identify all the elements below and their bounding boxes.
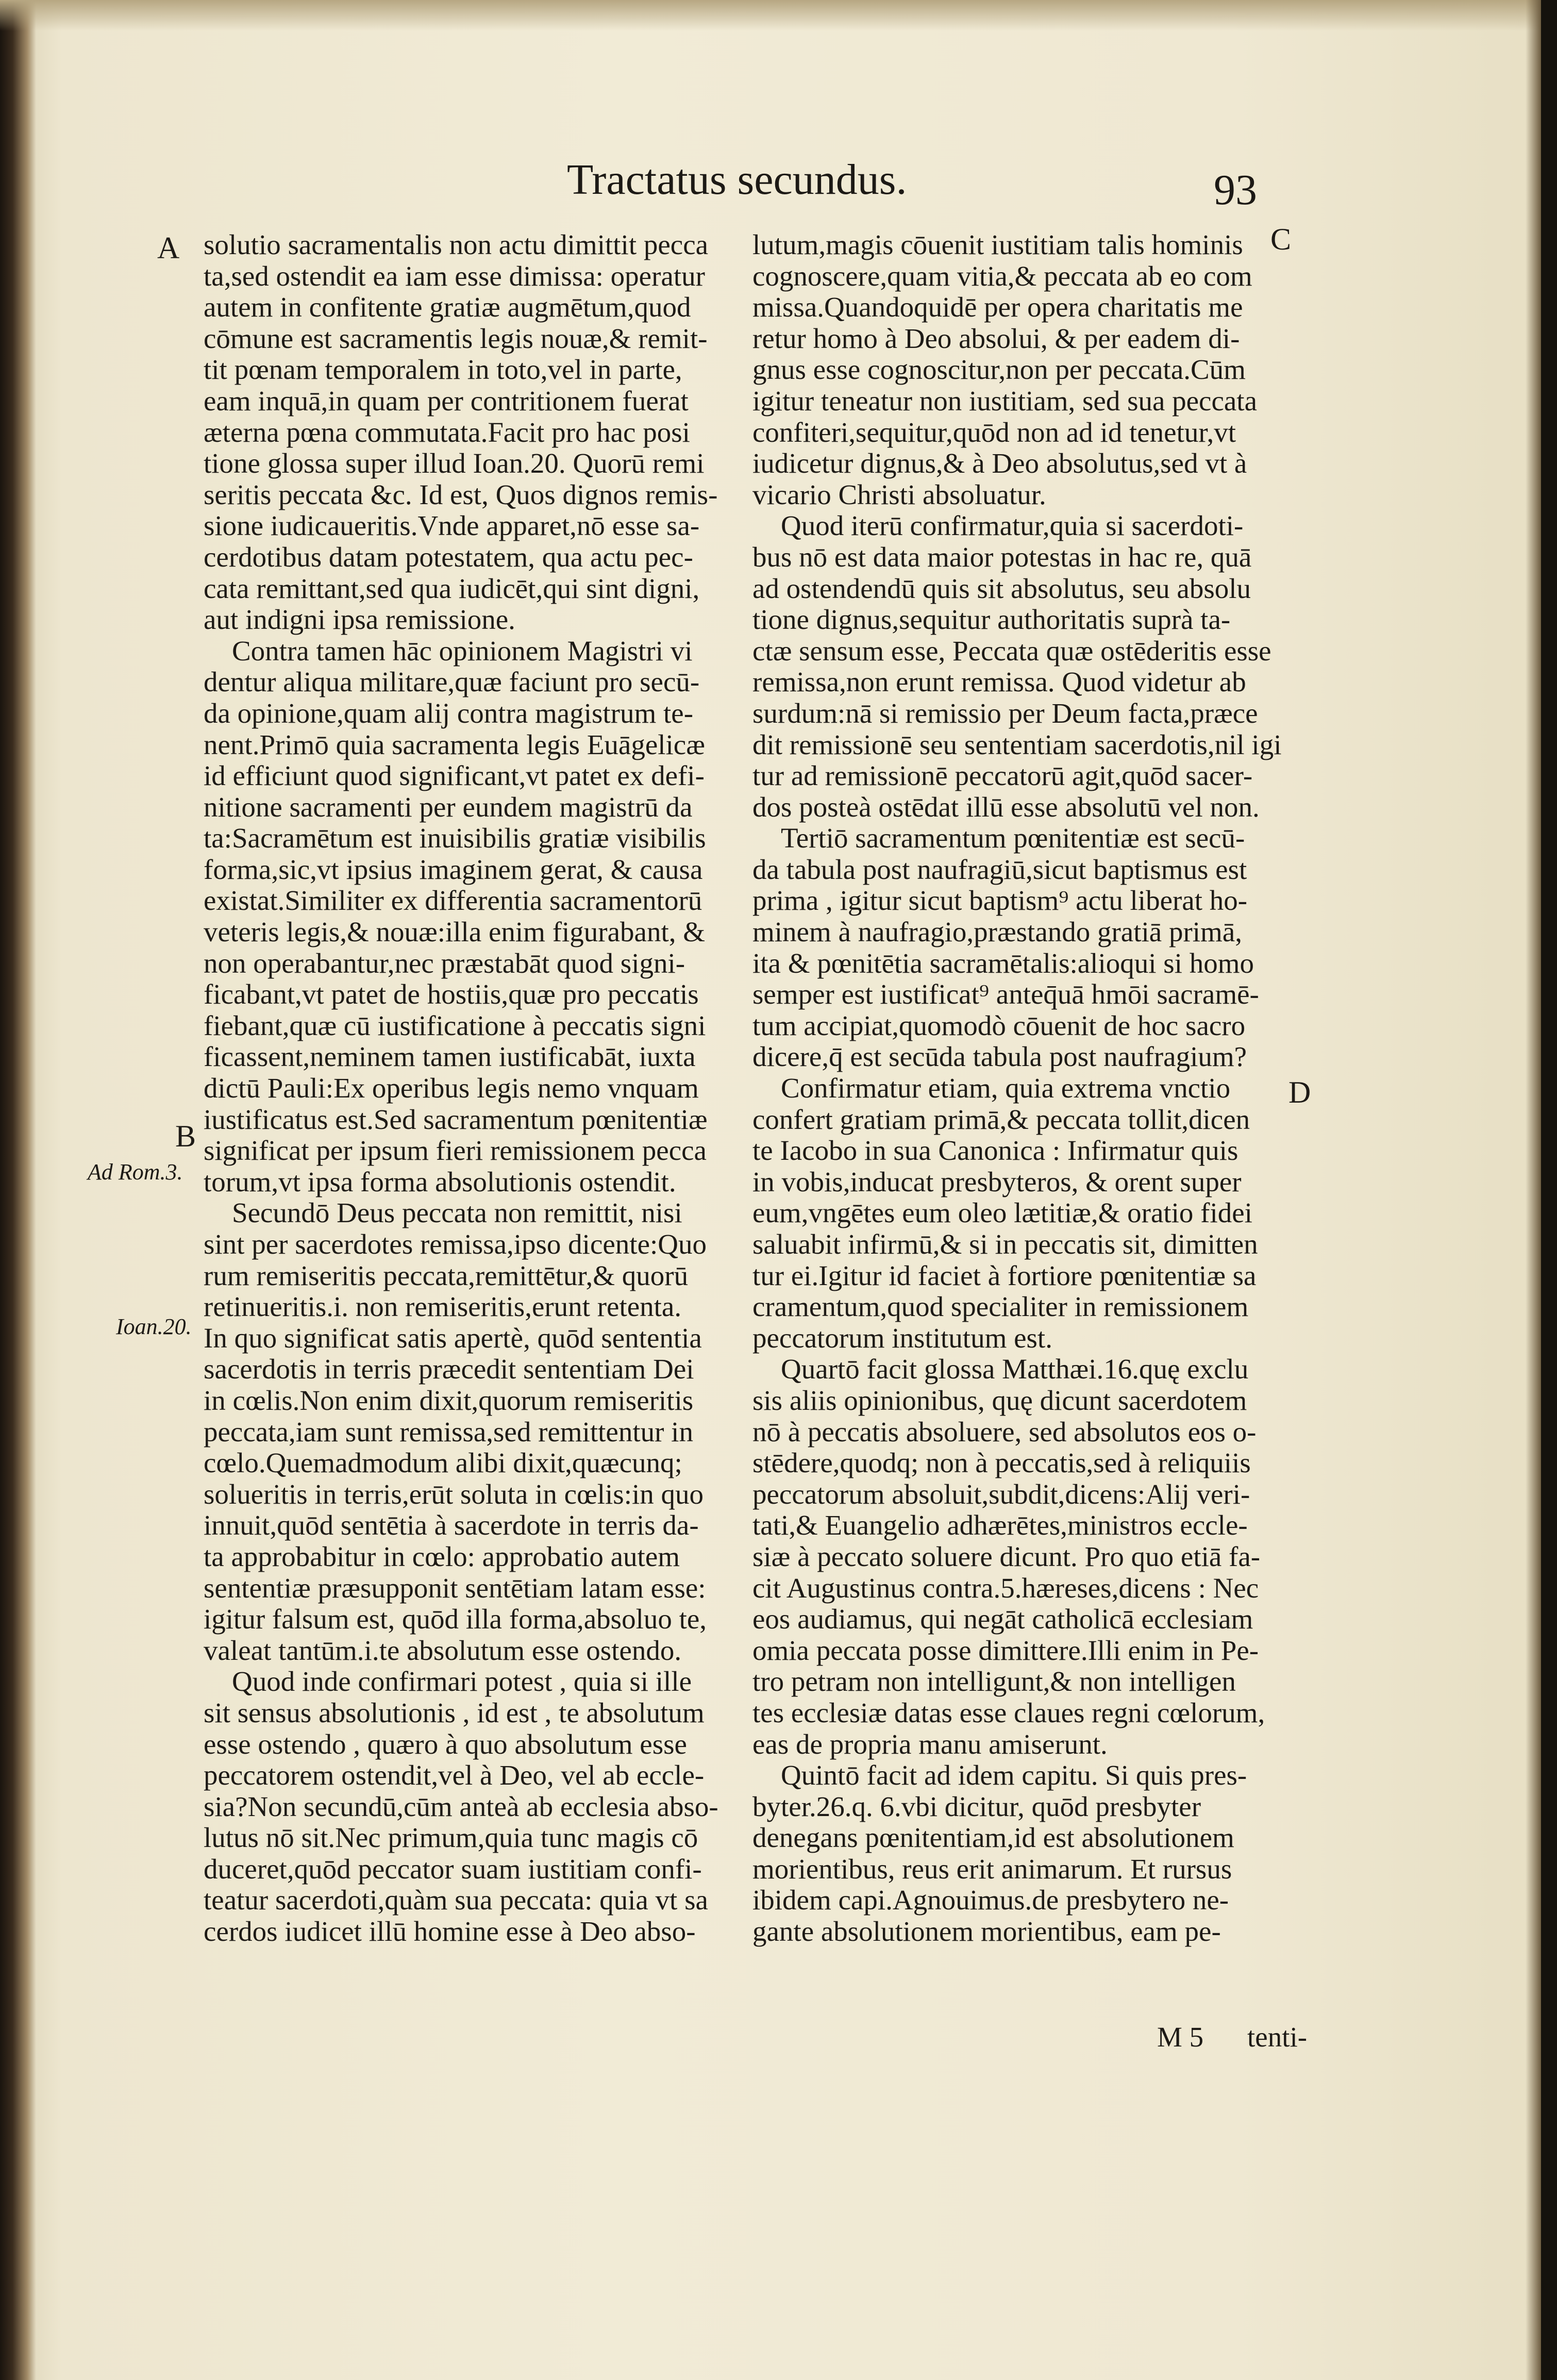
text-line: surdum:nā si remissio per Deum facta,præce <box>752 697 1258 729</box>
text-line: cognoscere,quam vitia,& peccata ab eo com <box>752 260 1252 292</box>
text-line: forma,sic,vt ipsius imaginem gerat, & causa <box>204 853 703 885</box>
margin-note-ad-rom: Ad Rom.3. <box>88 1159 183 1185</box>
text-line: cerdos iudicet illū homine esse à Deo abso- <box>204 1916 696 1948</box>
text-line: veteris legis,& nouæ:illa enim figurabant, & <box>204 916 706 948</box>
text-line: non operabantur,nec præstabāt quod signi- <box>204 947 685 979</box>
text-line: omia peccata posse dimittere.Illi enim in Pe- <box>752 1634 1259 1666</box>
text-line: peccata,iam sunt remissa,sed remittentur in <box>204 1416 693 1447</box>
text-line: ad ostendendū quis sit absolutus, seu absolu <box>752 572 1251 604</box>
text-line: dos posteà ostēdat illū esse absolutū vel non. <box>752 791 1260 823</box>
text-line: siæ à peccato soluere dicunt. Pro quo etiā fa- <box>752 1540 1261 1572</box>
text-line: tes ecclesiæ datas esse claues regni cœlorum, <box>752 1696 1265 1728</box>
text-line: cerdotibus datam potestatem, qua actu pec- <box>204 541 693 573</box>
text-line: retinueritis.i. non remiseritis,erunt retenta. <box>204 1291 682 1323</box>
text-line: significat per ipsum fieri remissionem pecca <box>204 1135 707 1167</box>
text-line: byter.26.q. 6.vbi dicitur, quōd presbyter <box>752 1790 1201 1822</box>
text-line: dentur aliqua militare,quæ faciunt pro secū- <box>204 666 700 698</box>
text-line: tit pœnam temporalem in toto,vel in parte, <box>204 354 682 386</box>
text-line: seritis peccata &c. Id est, Quos dignos remis- <box>204 478 718 510</box>
text-line: sis aliis opinionibus, quę dicunt sacerdotem <box>752 1384 1247 1416</box>
text-line: confiteri,sequitur,quōd non ad id tenetur,vt <box>752 416 1236 448</box>
text-line: cœlo.Quemadmodum alibi dixit,quæcunq; <box>204 1447 682 1479</box>
text-line: minem à naufragio,præstando gratiā primā, <box>752 916 1242 948</box>
text-line: dictū Pauli:Ex operibus legis nemo vnquam <box>204 1072 699 1104</box>
text-line: solueritis in terris,erūt soluta in cœlis:in quo <box>204 1478 704 1510</box>
text-line: peccatorum absoluit,subdit,dicens:Alij veri- <box>752 1478 1250 1510</box>
text-line: igitur teneatur non iustitiam, sed sua peccata <box>752 385 1257 417</box>
text-line: sione iudicaueritis.Vnde apparet,nō esse sa- <box>204 510 700 542</box>
text-line: sit sensus absolutionis , id est , te absolutum <box>204 1696 705 1728</box>
text-line: Tertiō sacramentum pœnitentiæ est secū- <box>781 822 1245 854</box>
text-line: nō à peccatis absoluere, sed absolutos eos o- <box>752 1416 1257 1447</box>
text-line: ta:Sacramētum est inuisibilis gratiæ visibilis <box>204 822 706 854</box>
text-line: cōmune est sacramentis legis nouæ,& remit- <box>204 322 708 354</box>
text-line: Contra tamen hāc opinionem Magistri vi <box>232 635 693 667</box>
text-line: ctæ sensum esse, Peccata quæ ostēderitis esse <box>752 635 1271 667</box>
text-line: saluabit infirmū,& si in peccatis sit, dimitten <box>752 1228 1258 1260</box>
text-line: cramentum,quod specialiter in remissionem <box>752 1291 1249 1323</box>
text-line: in cœlis.Non enim dixit,quorum remiseritis <box>204 1384 694 1416</box>
text-line: tro petram non intelligunt,& non intelligen <box>752 1666 1236 1697</box>
text-line: dit remissionē seu sententiam sacerdotis,nil igi <box>752 728 1282 760</box>
text-line: bus nō est data maior potestas in hac re, quā <box>752 541 1252 573</box>
text-line: morientibus, reus erit animarum. Et rursus <box>752 1853 1232 1885</box>
text-line: tati,& Euangelio adhærētes,ministros eccle- <box>752 1509 1248 1541</box>
signature-mark: M 5 <box>1157 2021 1204 2053</box>
text-line: te Iacobo in sua Canonica : Infirmatur quis <box>752 1135 1238 1167</box>
text-line: sententiæ præsupponit sentētiam latam esse: <box>204 1572 706 1604</box>
right-text-column <box>752 229 1299 1948</box>
text-line: dicere,q̄ est secūda tabula post naufragium? <box>752 1041 1247 1073</box>
text-line: ibidem capi.Agnouimus.de presbytero ne- <box>752 1884 1229 1916</box>
text-line: sia?Non secundū,cūm anteà ab ecclesia abso- <box>204 1790 718 1822</box>
text-line: Confirmatur etiam, quia extrema vnctio <box>781 1072 1231 1104</box>
text-line: in vobis,inducat presbyteros, & orent super <box>752 1166 1242 1197</box>
text-line: Quod iterū confirmatur,quia si sacerdoti- <box>781 510 1244 542</box>
running-title: Tractatus secundus. <box>567 156 907 204</box>
text-line: gante absolutionem morientibus, eam pe- <box>752 1916 1221 1948</box>
text-line: tur ei.Igitur id faciet à fortiore pœnitentiæ sa <box>752 1259 1257 1291</box>
text-line: prima , igitur sicut baptism⁹ actu liberat ho- <box>752 885 1248 917</box>
text-line: eum,vngētes eum oleo lætitiæ,& oratio fidei <box>752 1197 1252 1229</box>
text-line: esse ostendo , quæro à quo absolutum esse <box>204 1728 687 1760</box>
text-line: tur ad remissionē peccatorū agit,quōd sacer- <box>752 760 1253 792</box>
text-line: ita & pœnitētia sacramētalis:alioqui si homo <box>752 947 1254 979</box>
text-line: iudicetur dignus,& à Deo absolutus,sed vt à <box>752 447 1247 479</box>
text-line: Secundō Deus peccata non remittit, nisi <box>232 1197 682 1229</box>
text-line: da opinione,quam alij contra magistrum te- <box>204 697 694 729</box>
text-line: torum,vt ipsa forma absolutionis ostendit. <box>204 1166 676 1197</box>
text-line: peccatorem ostendit,vel à Deo, vel ab eccle- <box>204 1759 705 1791</box>
text-line: æterna pœna commutata.Facit pro hac posi <box>204 416 690 448</box>
catchword: tenti- <box>1247 2021 1308 2053</box>
text-line: rum remiseritis peccata,remittētur,& quorū <box>204 1259 689 1291</box>
text-line: Quod inde confirmari potest , quia si ille <box>232 1666 692 1697</box>
text-line: semper est iustificat⁹ anteq̄uā hmōi sacramē- <box>752 978 1259 1010</box>
text-line: solutio sacramentalis non actu dimittit pecca <box>204 229 709 260</box>
margin-letter-d: D <box>1288 1075 1311 1109</box>
text-line: eos audiamus, qui negāt catholicā ecclesiam <box>752 1603 1253 1635</box>
text-line: innuit,quōd sentētia à sacerdote in terris da- <box>204 1509 699 1541</box>
text-line: Quartō facit glossa Matthæi.16.quę exclu <box>781 1353 1249 1385</box>
text-line: da tabula post naufragiū,sicut baptismus est <box>752 853 1247 885</box>
text-line: confert gratiam primā,& peccata tollit,dicen <box>752 1103 1250 1135</box>
text-line: fiebant,quæ cū iustificatione à peccatis signi <box>204 1009 706 1041</box>
text-line: valeat tantūm.i.te absolutum esse ostendo. <box>204 1634 682 1666</box>
margin-letter-a: A <box>157 231 180 265</box>
text-line: lutum,magis cōuenit iustitiam talis hominis <box>752 229 1243 260</box>
text-line: In quo significat satis apertè, quōd sententia <box>204 1322 702 1354</box>
text-line: lutus nō sit.Nec primum,quia tunc magis cō <box>204 1822 698 1854</box>
text-line: ficabant,vt patet de hostiis,quæ pro peccatis <box>204 978 699 1010</box>
text-line: ta,sed ostendit ea iam esse dimissa: operatur <box>204 260 705 292</box>
text-line: remissa,non erunt remissa. Quod videtur ab <box>752 666 1246 698</box>
text-line: sint per sacerdotes remissa,ipso dicente:Quo <box>204 1228 707 1260</box>
text-line: aut indigni ipsa remissione. <box>204 604 515 636</box>
text-line: autem in confitente gratiæ augmētum,quod <box>204 291 691 323</box>
margin-letter-b: B <box>175 1119 196 1153</box>
text-line: peccatorum institutum est. <box>752 1322 1052 1354</box>
text-line: gnus esse cognoscitur,non per peccata.Cūm <box>752 354 1246 386</box>
text-line: tum accipiat,quomodò cōuenit de hoc sacro <box>752 1009 1246 1041</box>
text-line: sacerdotis in terris præcedit sententiam Dei <box>204 1353 694 1385</box>
text-line: denegans pœnitentiam,id est absolutionem <box>752 1822 1234 1854</box>
text-line: vicario Christi absoluatur. <box>752 478 1046 510</box>
text-line: ficassent,neminem tamen iustificabāt, iuxta <box>204 1041 696 1073</box>
text-line: cata remittant,sed qua iudicēt,qui sint digni, <box>204 572 700 604</box>
left-text-column <box>204 229 750 1948</box>
margin-note-ioan: Ioan.20. <box>116 1314 192 1339</box>
text-line: missa.Quandoquidē per opera charitatis me <box>752 291 1243 323</box>
text-line: eam inquā,in quam per contritionem fuerat <box>204 385 689 417</box>
text-line: iustificatus est.Sed sacramentum pœnitentiæ <box>204 1103 708 1135</box>
folio-number: 93 <box>1214 166 1257 214</box>
text-line: nent.Primō quia sacramenta legis Euāgelicæ <box>204 728 705 760</box>
text-line: teatur sacerdoti,quàm sua peccata: quia vt sa <box>204 1884 708 1916</box>
text-line: nitione sacramenti per eundem magistrū da <box>204 791 693 823</box>
text-line: id efficiunt quod significant,vt patet ex defi- <box>204 760 705 792</box>
text-line: igitur falsum est, quōd illa forma,absoluo te, <box>204 1603 707 1635</box>
text-line: eas de propria manu amiserunt. <box>752 1728 1108 1760</box>
text-line: ta approbabitur in cœlo: approbatio autem <box>204 1540 680 1572</box>
text-line: tione glossa super illud Ioan.20. Quorū remi <box>204 447 705 479</box>
text-line: duceret,quōd peccator suam iustitiam confi- <box>204 1853 702 1885</box>
text-line: tione dignus,sequitur authoritatis suprà ta- <box>752 604 1231 636</box>
text-line: existat.Similiter ex differentia sacramentorū <box>204 885 702 917</box>
text-line: cit Augustinus contra.5.hæreses,dicens : Nec <box>752 1572 1259 1604</box>
text-line: retur homo à Deo absolui, & per eadem di- <box>752 322 1240 354</box>
margin-letter-c: C <box>1270 222 1292 256</box>
text-line: Quintō facit ad idem capitu. Si quis pres- <box>781 1759 1247 1791</box>
text-line: stēdere,quodq; non à peccatis,sed à reliquiis <box>752 1447 1251 1479</box>
